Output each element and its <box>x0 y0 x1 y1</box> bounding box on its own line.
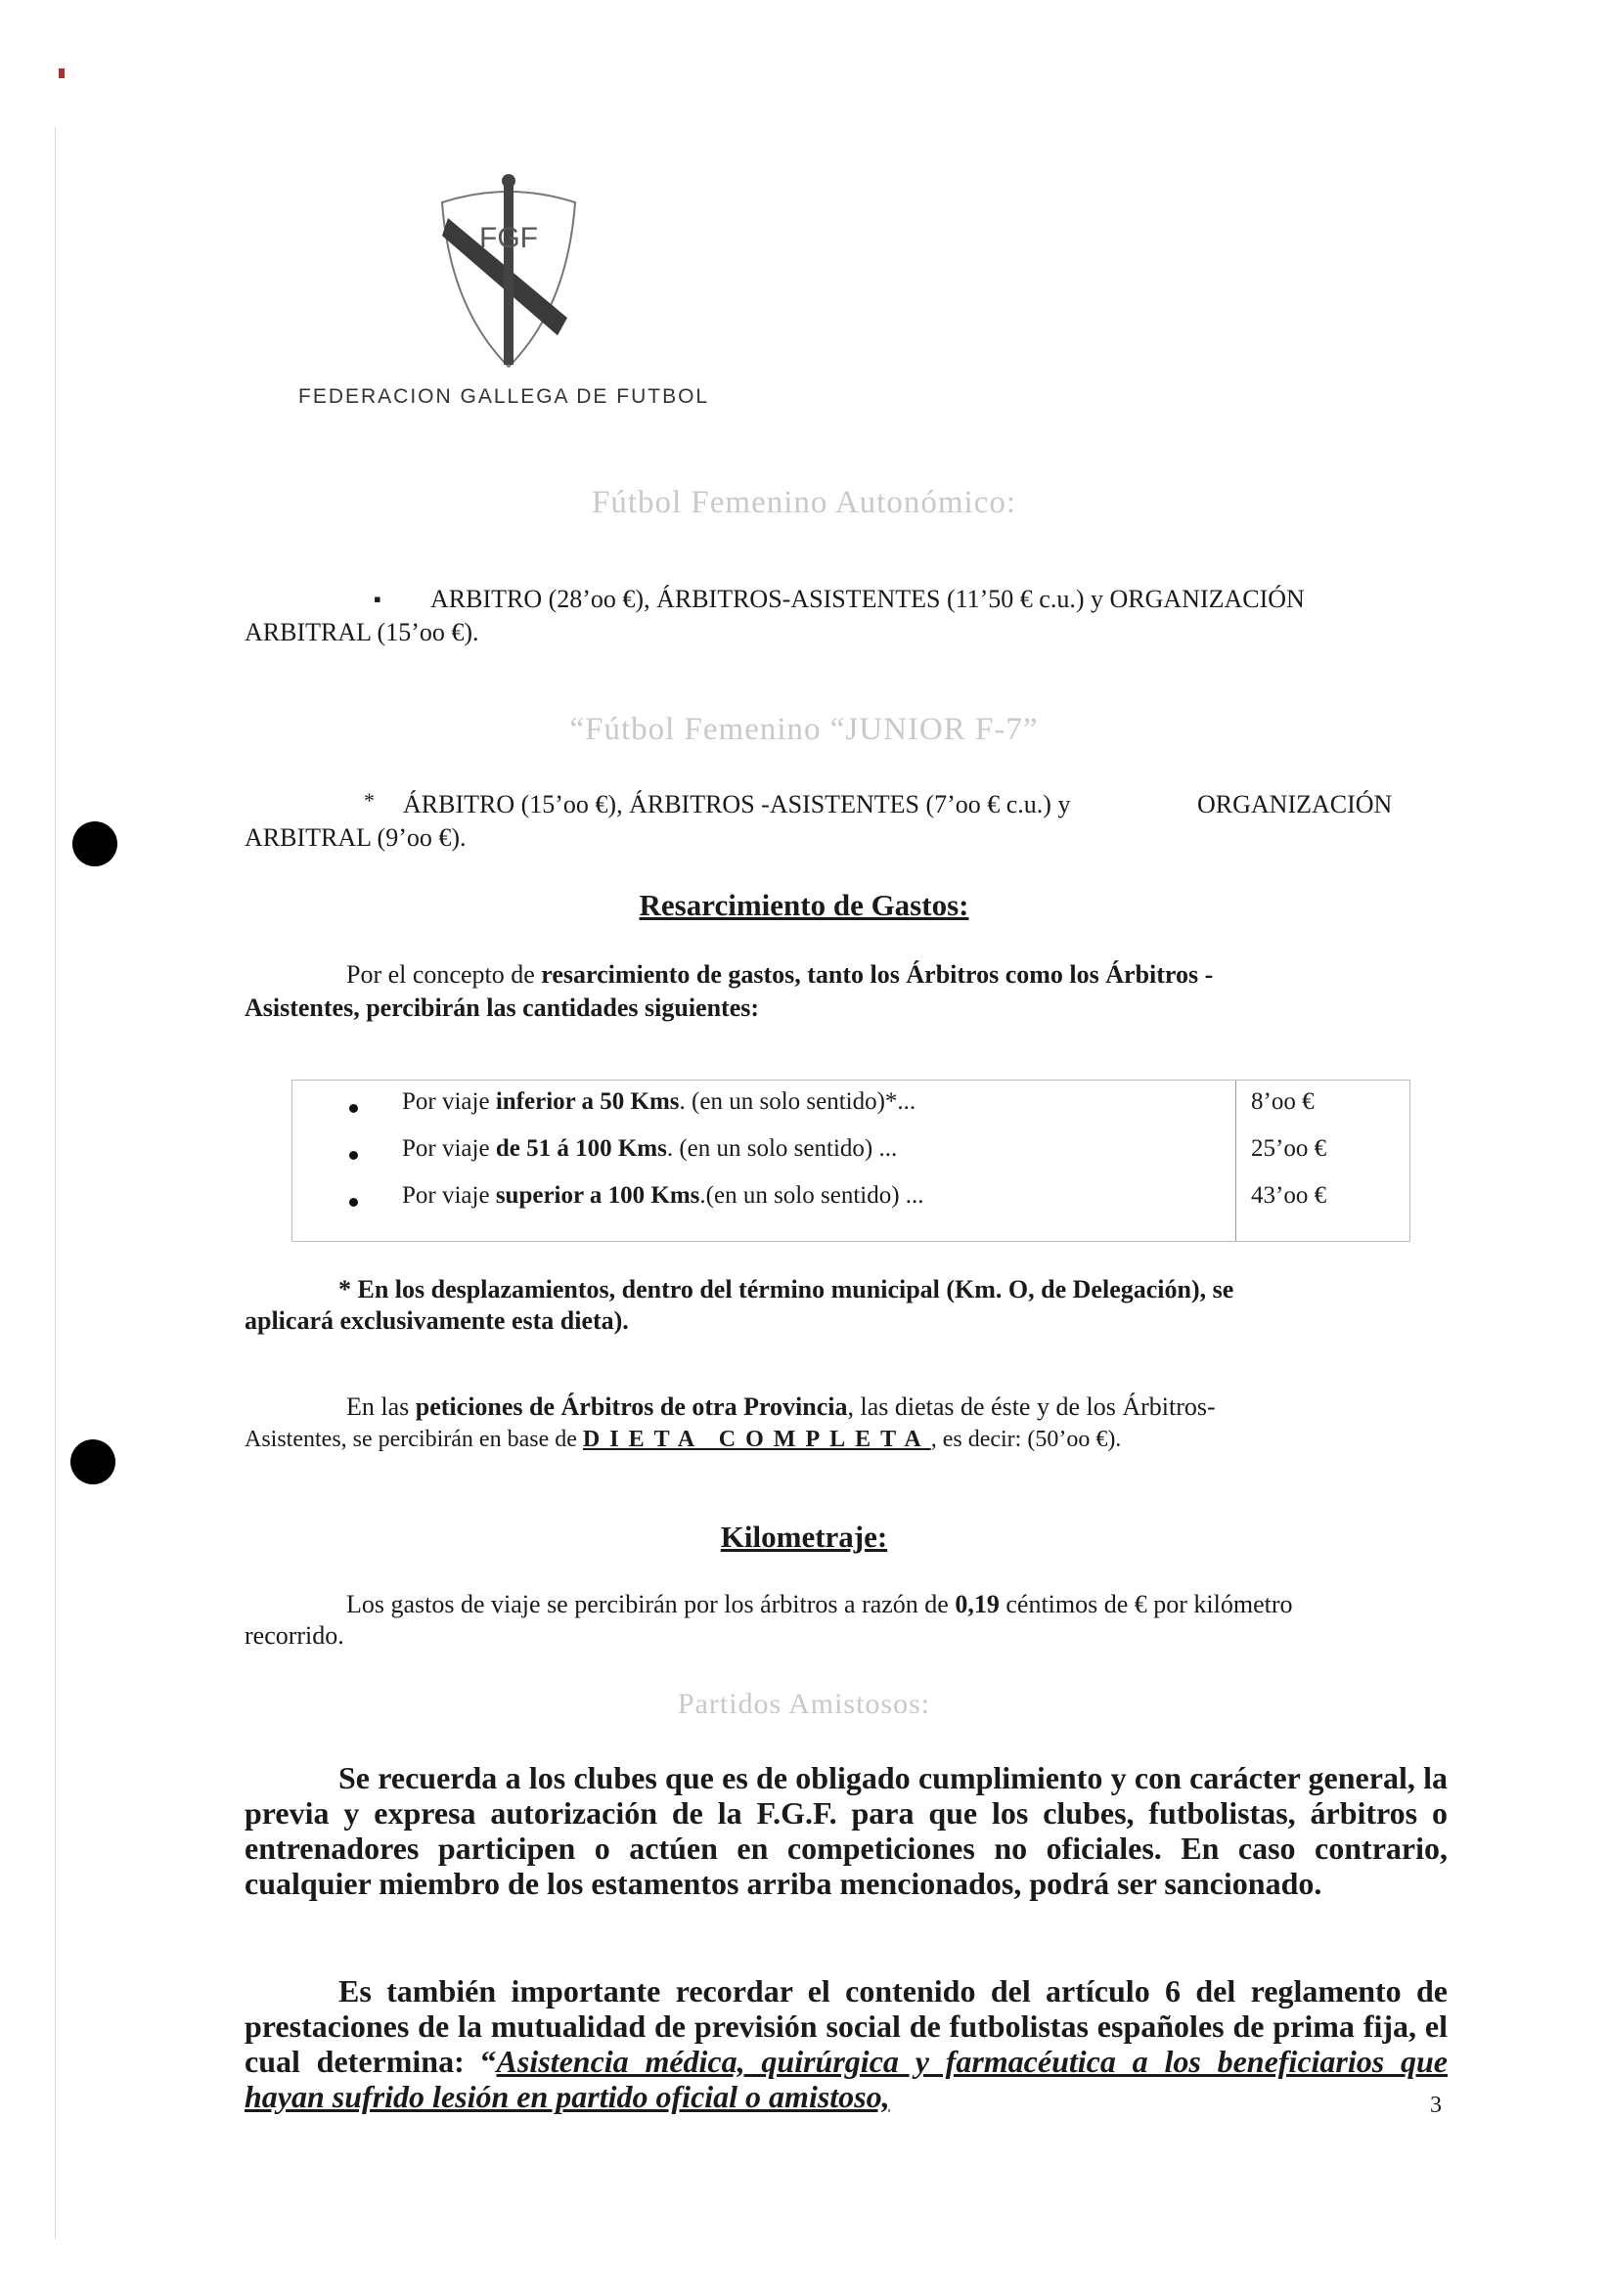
section1-line2: ARBITRAL (15’oo €). <box>245 618 479 646</box>
gastos-intro-a: Por el concepto de <box>346 960 542 989</box>
fgf-logo <box>421 171 597 381</box>
dietas-table <box>291 1080 1410 1242</box>
gastos-note-line2: aplicará exclusivamente esta dieta). <box>245 1306 629 1335</box>
row-label-c: . (en un solo sentido) ... <box>666 1135 898 1162</box>
row-label-a: Por viaje <box>402 1088 496 1115</box>
amistosos-para2 <box>245 1973 1448 2114</box>
prov-line2-c: , es decir: (50’oo €). <box>930 1427 1122 1452</box>
section2-line2: ARBITRAL (9’oo €). <box>245 823 467 852</box>
gastos-intro-line2: Asistentes, percibirán las cantidades siguientes: <box>245 993 760 1022</box>
gastos-intro-b: resarcimiento de gastos, tanto los Árbitros como los Árbitros - <box>541 960 1214 989</box>
km-c: céntimos de € por kilómetro <box>999 1590 1293 1618</box>
asterisk-bullet-icon: * <box>364 788 375 813</box>
dieta-completa: DIETA COMPLETA <box>582 1427 931 1452</box>
amistosos-para1: Se recuerda a los clubes que es de obligado cumplimiento y con carácter general, la previa y expresa autorización de la F.G.F. para que los clubes, futbolistas, árbitros o entrenadores participen o actúen en competiciones no oficiales. En caso contrario, cualquier miembro de los estamentos arriba mencionados, podrá ser sancionado. <box>245 1760 1448 1901</box>
row-label <box>402 1182 924 1210</box>
section2-line1: ÁRBITRO (15’oo €), ÁRBITROS -ASISTENTES (7’oo € c.u.) y <box>403 790 1071 818</box>
provincia-line1 <box>346 1391 1549 1423</box>
bullet-icon <box>349 1151 358 1160</box>
square-bullet-icon: ▪ <box>374 587 381 611</box>
amistosos-title: Partidos Amistosos: <box>677 1688 931 1720</box>
row-price: 43’oo € <box>1251 1182 1327 1209</box>
scan-mark <box>59 68 65 78</box>
row-label-b: de 51 á 100 Kms <box>495 1135 667 1162</box>
row-price: 25’oo € <box>1251 1135 1327 1162</box>
kilometraje-line1 <box>346 1588 1549 1620</box>
row-label-a: Por viaje <box>402 1135 496 1162</box>
prov-c: , las dietas de éste y de los Árbitros- <box>847 1392 1216 1421</box>
row-label <box>402 1088 916 1116</box>
row-label-c: .(en un solo sentido) ... <box>699 1182 924 1209</box>
bullet-icon <box>349 1198 358 1207</box>
fgf-shield-icon <box>421 171 597 381</box>
row-label <box>402 1135 897 1163</box>
table-row <box>292 1182 1409 1225</box>
row-label-b: inferior a 50 Kms <box>495 1088 680 1115</box>
km-a: Los gastos de viaje se percibirán por los árbitros a razón de <box>346 1590 956 1618</box>
row-label-a: Por viaje <box>402 1182 496 1209</box>
prov-line2-a: Asistentes, se percibirán en base de <box>245 1427 583 1452</box>
prov-a: En las <box>346 1392 416 1421</box>
punch-hole-bottom <box>70 1439 115 1484</box>
provincia-line2 <box>245 1424 1448 1456</box>
para2-a: Es también importante recordar el contenido del artículo 6 del reglamento de prestaciones de la mutualidad de previsión social de futbolistas españoles de prima fija, el cual determina: “ <box>245 1973 1448 2079</box>
org-name: FEDERACION GALLEGA DE FUTBOL <box>298 385 710 408</box>
km-rate: 0,19 <box>955 1590 1000 1618</box>
scan-edge-line <box>55 127 56 2239</box>
row-label-c: . (en un solo sentido)*... <box>679 1088 916 1115</box>
page-number: 3 <box>1430 2093 1442 2118</box>
table-row <box>292 1088 1409 1131</box>
prov-b: peticiones de Árbitros de otra Provincia <box>415 1392 848 1421</box>
section-title-femenino-autonomico: Fútbol Femenino Autonómico: <box>591 485 1016 520</box>
gastos-title: Resarcimiento de Gastos: <box>639 888 969 922</box>
punch-hole-top <box>72 821 117 866</box>
logo-lettering: FGF <box>479 222 538 254</box>
section1-line1: ARBITRO (28’oo €), ÁRBITROS-ASISTENTES (11’50 € c.u.) y ORGANIZACIÓN <box>430 585 1305 613</box>
bullet-icon <box>349 1104 358 1113</box>
gastos-note-line1: * En los desplazamientos, dentro del término municipal (Km. O, de Delegación), se <box>338 1275 1234 1303</box>
row-label-b: superior a 100 Kms <box>495 1182 700 1209</box>
gastos-intro-line1 <box>346 958 1549 991</box>
table-row <box>292 1135 1409 1178</box>
kilometraje-title: Kilometraje: <box>720 1520 888 1554</box>
row-price: 8’oo € <box>1251 1088 1315 1115</box>
section-title-junior-f7: “Fútbol Femenino “JUNIOR F-7” <box>569 712 1039 747</box>
kilometraje-line2: recorrido. <box>245 1621 344 1650</box>
section2-line1-right: ORGANIZACIÓN <box>1197 790 1393 818</box>
para2-quote: Asistencia médica, quirúrgica y farmacéutica a los beneficiarios que hayan sufrido lesión en partido oficial o amistoso, <box>245 2044 1449 2114</box>
